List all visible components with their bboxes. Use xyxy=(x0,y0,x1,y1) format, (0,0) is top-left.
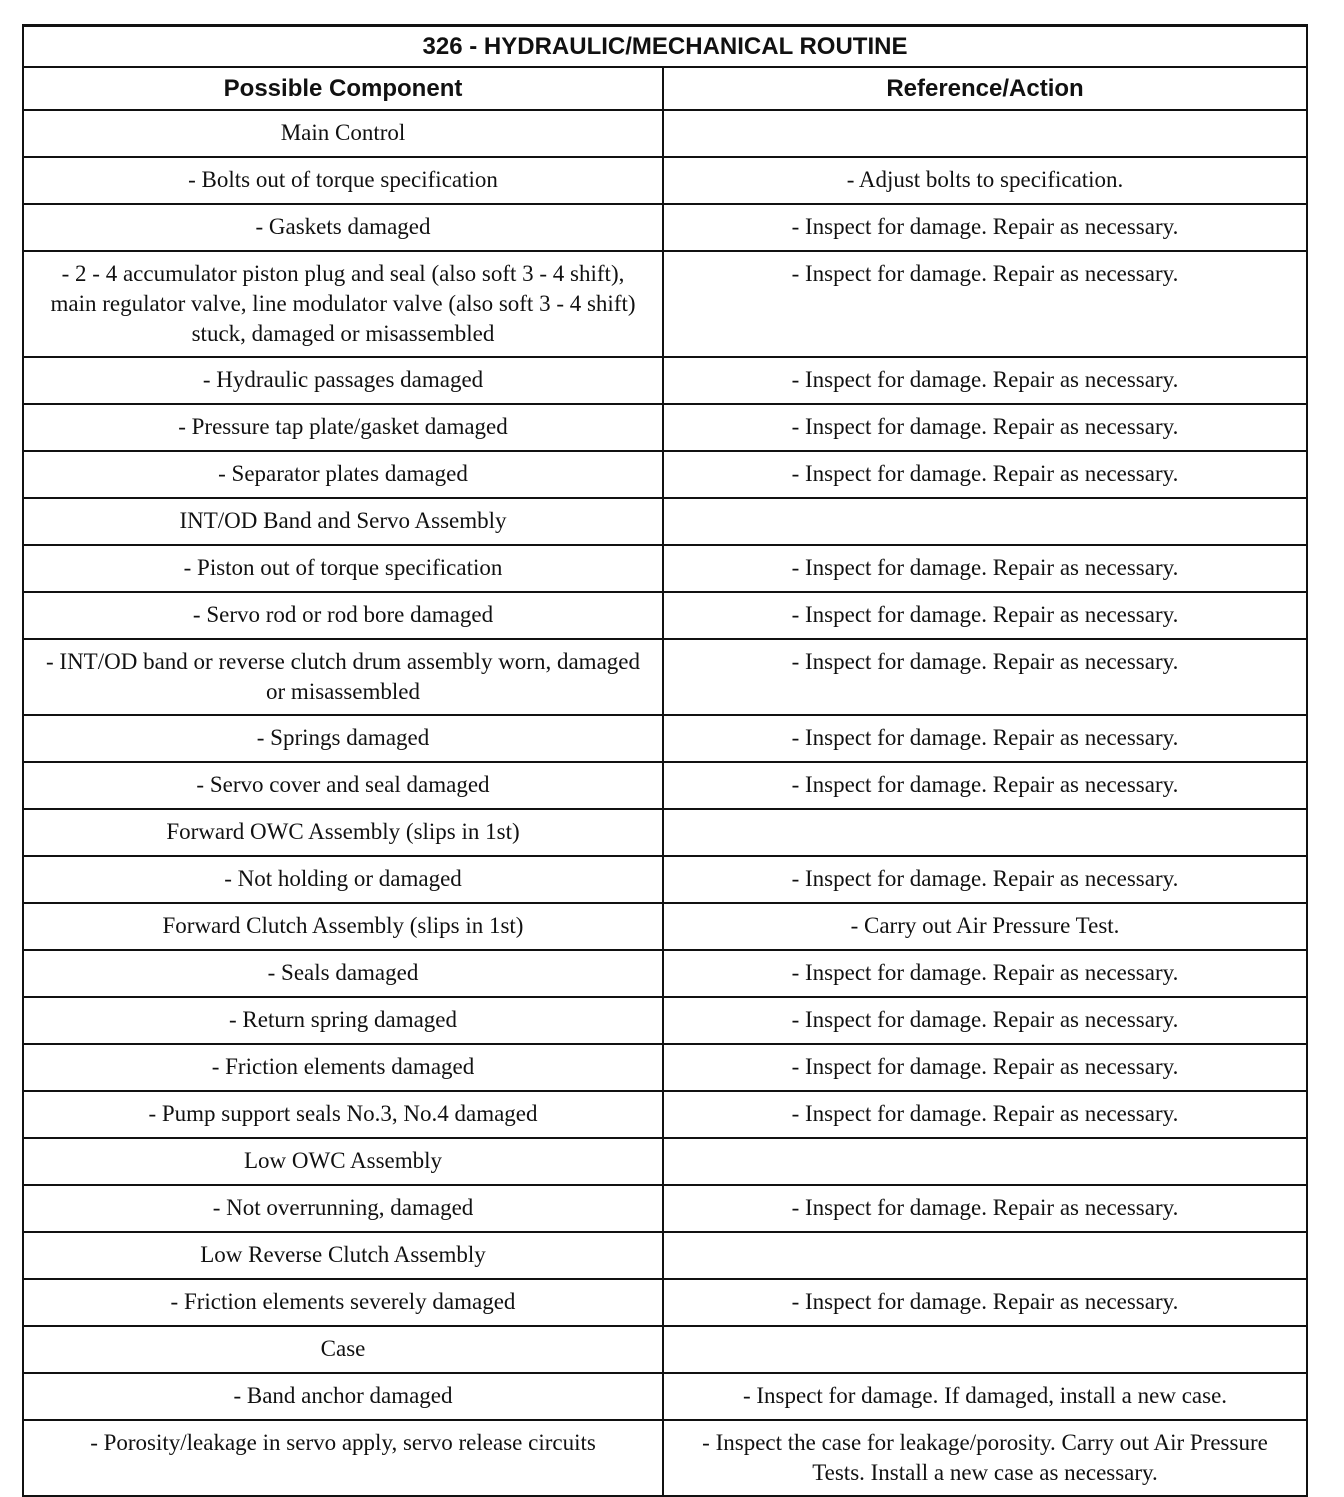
table-row xyxy=(23,1420,1307,1496)
component-cell: - Porosity/leakage in servo apply, servo release circuits xyxy=(23,1420,663,1496)
table-row xyxy=(23,997,1307,1044)
component-cell: - Servo cover and seal damaged xyxy=(23,762,663,809)
table-row xyxy=(23,251,1307,357)
table-row xyxy=(23,204,1307,251)
action-cell xyxy=(663,1232,1307,1279)
action-cell: - Inspect for damage. Repair as necessary. xyxy=(663,204,1307,251)
action-cell: - Inspect for damage. Repair as necessary. xyxy=(663,592,1307,639)
routine-table xyxy=(22,24,1308,1497)
table-row xyxy=(23,357,1307,404)
action-cell: - Inspect for damage. Repair as necessary. xyxy=(663,1185,1307,1232)
action-cell: - Inspect the case for leakage/porosity. Carry out Air Pressure Tests. Install a new case as necessary. xyxy=(663,1420,1307,1496)
action-cell: - Inspect for damage. Repair as necessary. xyxy=(663,639,1307,715)
component-cell: - Piston out of torque specification xyxy=(23,545,663,592)
action-cell: - Carry out Air Pressure Test. xyxy=(663,903,1307,950)
table-row xyxy=(23,1185,1307,1232)
action-cell: - Adjust bolts to specification. xyxy=(663,157,1307,204)
component-cell: - Gaskets damaged xyxy=(23,204,663,251)
action-cell: - Inspect for damage. Repair as necessary. xyxy=(663,997,1307,1044)
table-row xyxy=(23,950,1307,997)
component-cell: - INT/OD band or reverse clutch drum assembly worn, damaged or misassembled xyxy=(23,639,663,715)
table-row xyxy=(23,1279,1307,1326)
action-cell xyxy=(663,809,1307,856)
component-cell: - 2 - 4 accumulator piston plug and seal (also soft 3 - 4 shift), main regulator valve, line modulator valve (also soft 3 - 4 shift) stuck, damaged or misassembled xyxy=(23,251,663,357)
table-row xyxy=(23,592,1307,639)
action-cell: - Inspect for damage. Repair as necessary. xyxy=(663,404,1307,451)
component-cell: INT/OD Band and Servo Assembly xyxy=(23,498,663,545)
component-cell: - Pressure tap plate/gasket damaged xyxy=(23,404,663,451)
component-cell: - Friction elements severely damaged xyxy=(23,1279,663,1326)
table-row xyxy=(23,1373,1307,1420)
component-cell: Forward Clutch Assembly (slips in 1st) xyxy=(23,903,663,950)
table-row xyxy=(23,809,1307,856)
component-cell: - Springs damaged xyxy=(23,715,663,762)
component-cell: Main Control xyxy=(23,110,663,157)
action-cell xyxy=(663,110,1307,157)
action-cell: - Inspect for damage. If damaged, install a new case. xyxy=(663,1373,1307,1420)
table-row xyxy=(23,498,1307,545)
component-cell: - Not overrunning, damaged xyxy=(23,1185,663,1232)
header-row xyxy=(23,67,1307,110)
action-cell: - Inspect for damage. Repair as necessary. xyxy=(663,251,1307,357)
action-cell xyxy=(663,1326,1307,1373)
table-row xyxy=(23,1232,1307,1279)
table-row xyxy=(23,1326,1307,1373)
title-row xyxy=(23,26,1307,68)
component-cell: - Bolts out of torque specification xyxy=(23,157,663,204)
component-cell: Case xyxy=(23,1326,663,1373)
table-row xyxy=(23,903,1307,950)
component-cell: - Band anchor damaged xyxy=(23,1373,663,1420)
table-row xyxy=(23,404,1307,451)
table-title: 326 - HYDRAULIC/MECHANICAL ROUTINE xyxy=(23,26,1307,68)
table-row xyxy=(23,545,1307,592)
component-cell: - Return spring damaged xyxy=(23,997,663,1044)
component-cell: - Friction elements damaged xyxy=(23,1044,663,1091)
component-cell: Low OWC Assembly xyxy=(23,1138,663,1185)
column-header-component: Possible Component xyxy=(23,67,663,110)
action-cell: - Inspect for damage. Repair as necessary. xyxy=(663,545,1307,592)
table-row xyxy=(23,451,1307,498)
action-cell xyxy=(663,1138,1307,1185)
action-cell: - Inspect for damage. Repair as necessary. xyxy=(663,1044,1307,1091)
component-cell: - Hydraulic passages damaged xyxy=(23,357,663,404)
table-row xyxy=(23,1091,1307,1138)
table-row xyxy=(23,110,1307,157)
table-row xyxy=(23,715,1307,762)
routine-table-container xyxy=(22,24,1306,1497)
table-row xyxy=(23,639,1307,715)
component-cell: Low Reverse Clutch Assembly xyxy=(23,1232,663,1279)
column-header-action: Reference/Action xyxy=(663,67,1307,110)
action-cell: - Inspect for damage. Repair as necessary. xyxy=(663,1279,1307,1326)
action-cell: - Inspect for damage. Repair as necessary. xyxy=(663,950,1307,997)
table-row xyxy=(23,157,1307,204)
action-cell: - Inspect for damage. Repair as necessary. xyxy=(663,762,1307,809)
component-cell: - Not holding or damaged xyxy=(23,856,663,903)
component-cell: - Separator plates damaged xyxy=(23,451,663,498)
action-cell: - Inspect for damage. Repair as necessary. xyxy=(663,451,1307,498)
action-cell: - Inspect for damage. Repair as necessary. xyxy=(663,1091,1307,1138)
table-body xyxy=(23,110,1307,1496)
component-cell: - Seals damaged xyxy=(23,950,663,997)
table-row xyxy=(23,1138,1307,1185)
component-cell: - Pump support seals No.3, No.4 damaged xyxy=(23,1091,663,1138)
action-cell: - Inspect for damage. Repair as necessary. xyxy=(663,357,1307,404)
action-cell: - Inspect for damage. Repair as necessary. xyxy=(663,856,1307,903)
table-row xyxy=(23,762,1307,809)
table-row xyxy=(23,1044,1307,1091)
action-cell xyxy=(663,498,1307,545)
component-cell: - Servo rod or rod bore damaged xyxy=(23,592,663,639)
action-cell: - Inspect for damage. Repair as necessary. xyxy=(663,715,1307,762)
table-row xyxy=(23,856,1307,903)
component-cell: Forward OWC Assembly (slips in 1st) xyxy=(23,809,663,856)
